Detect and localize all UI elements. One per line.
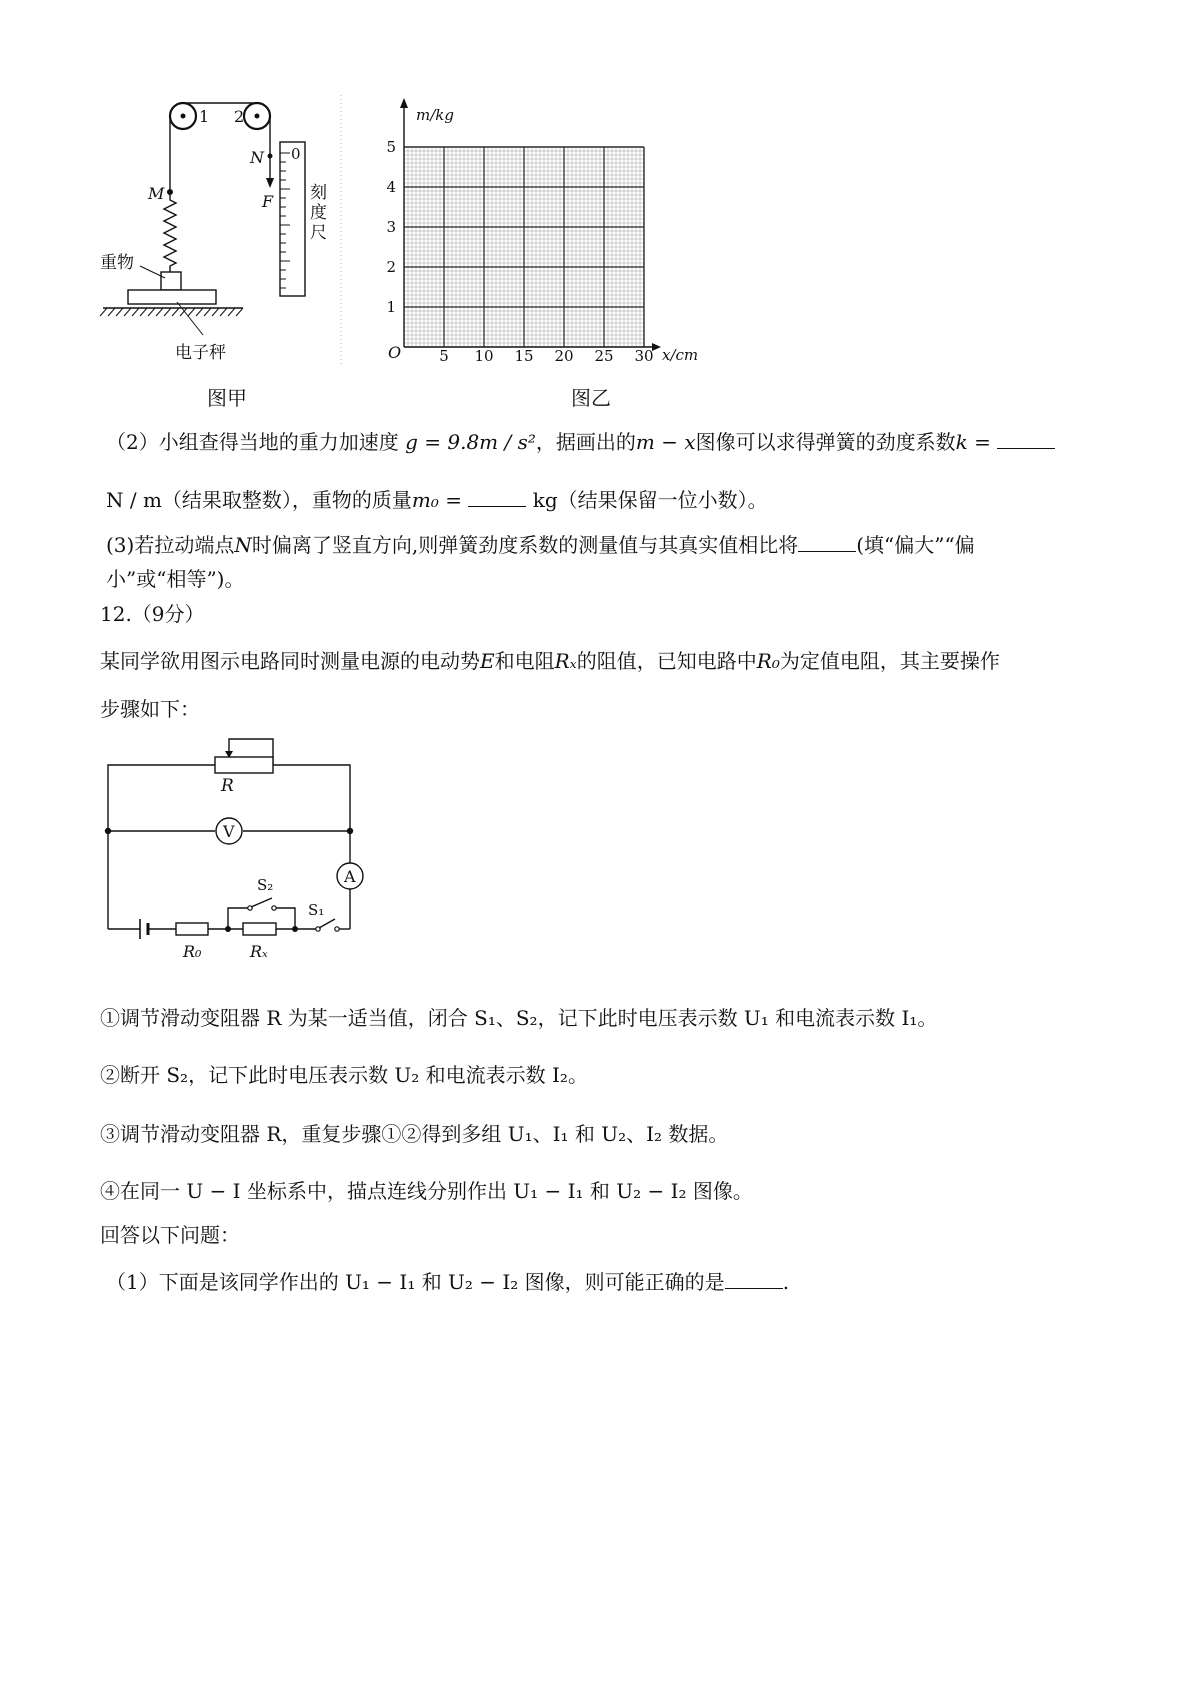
y-tick-label: 2 — [386, 258, 396, 276]
svg-text:V: V — [223, 822, 235, 841]
y-axis-arrow — [400, 98, 408, 108]
pulley-2 — [244, 103, 270, 129]
x-tick-label: 25 — [594, 347, 614, 365]
point-n — [268, 154, 273, 159]
q12-intro-line1: 某同学欲用图示电路同时测量电源的电动势E和电阻Rₓ的阻值，已知电路中R₀为定值电阻，其主要操作 — [100, 649, 1000, 673]
q2-line2: N / m（结果取整数），重物的质量m₀ = kg（结果保留一位小数）。 — [106, 488, 768, 512]
step-1: ①调节滑动变阻器 R 为某一适当值，闭合 S₁、S₂，记下此时电压表示数 U₁ 和电流表示数 I₁。 — [100, 1006, 938, 1030]
circuit-diagram — [100, 735, 370, 970]
weight-block — [161, 272, 181, 290]
y-tick-label: 1 — [386, 298, 396, 316]
pulley-1 — [170, 103, 196, 129]
q3-line1: (3)若拉动端点N时偏离了竖直方向,则弹簧劲度系数的测量值与其真实值相比将 (填“偏大”“偏 — [106, 533, 975, 557]
spring — [164, 194, 176, 272]
figure-a-caption: 图甲 — [207, 386, 247, 410]
q2-line1: （2）小组查得当地的重力加速度 g = 9.8m / s²，据画出的m − x图像可以求得弹簧的劲度系数k = — [106, 428, 1055, 456]
voltmeter — [216, 818, 242, 844]
point-m-label: M — [148, 184, 165, 203]
force-f-label: F — [262, 192, 274, 211]
step-4: ④在同一 U − I 坐标系中，描点连线分别作出 U₁ − I₁ 和 U₂ − I₂ 图像。 — [100, 1179, 753, 1203]
ruler-zero-label: 0 — [291, 145, 301, 163]
resistor-rx — [243, 923, 276, 935]
y-tick-label: 3 — [386, 218, 396, 236]
y-tick-label: 5 — [386, 138, 396, 156]
weight-label: 重物 — [100, 253, 134, 273]
q12-intro-line2: 步骤如下： — [100, 697, 200, 721]
origin-label: O — [388, 343, 402, 362]
x-tick-label: 10 — [474, 347, 494, 365]
ruler-label: 刻 度 尺 — [310, 183, 327, 243]
resistor-rx-label: Rₓ — [250, 942, 268, 961]
y-tick-label: 4 — [386, 178, 396, 196]
q3-line2: 小”或“相等”)。 — [106, 567, 245, 591]
ammeter — [337, 863, 363, 889]
switch-s2 — [248, 898, 276, 910]
x-tick-label: 30 — [634, 347, 654, 365]
x-tick-label: 15 — [514, 347, 534, 365]
answer-prompt: 回答以下问题： — [100, 1223, 240, 1247]
ruler — [280, 142, 305, 296]
y-axis-label: m/kg — [416, 106, 454, 124]
resistor-r0 — [176, 923, 208, 935]
svg-text:A: A — [344, 867, 356, 886]
step-2: ②断开 S₂，记下此时电压表示数 U₂ 和电流表示数 I₂。 — [100, 1063, 588, 1087]
pulley-1-label: 1 — [199, 107, 210, 126]
switch-s2-label: S₂ — [257, 876, 274, 894]
battery — [140, 919, 148, 939]
figure-a-apparatus — [95, 90, 355, 420]
rheostat-label: R — [221, 776, 234, 796]
answer-blank-m0[interactable] — [468, 486, 526, 507]
x-tick-label: 20 — [554, 347, 574, 365]
step-3: ③调节滑动变阻器 R，重复步骤①②得到多组 U₁、I₁ 和 U₂、I₂ 数据。 — [100, 1122, 729, 1146]
figure-b-grid-chart — [380, 92, 720, 382]
resistor-r0-label: R₀ — [183, 942, 202, 961]
g-expression: g = 9.8m / s² — [405, 430, 536, 454]
figure-b-caption: 图乙 — [571, 386, 611, 410]
sub-question-1: （1）下面是该同学作出的 U₁ − I₁ 和 U₂ − I₂ 图像，则可能正确的是 . — [106, 1270, 790, 1294]
q12-heading: 12.（9分） — [100, 602, 205, 626]
pulley-2-label: 2 — [234, 107, 245, 126]
answer-blank-graph[interactable] — [725, 1268, 783, 1289]
answer-blank-k[interactable] — [997, 428, 1055, 449]
rheostat-r — [215, 757, 273, 773]
point-n-label: N — [250, 148, 264, 167]
switch-s1-label: S₁ — [308, 901, 325, 919]
scale-label: 电子秤 — [175, 343, 226, 363]
answer-blank-compare[interactable] — [798, 531, 856, 552]
switch-s1 — [316, 919, 339, 931]
x-tick-label: 5 — [439, 347, 449, 365]
x-axis-label: x/cm — [662, 346, 699, 364]
electronic-scale — [128, 290, 216, 304]
